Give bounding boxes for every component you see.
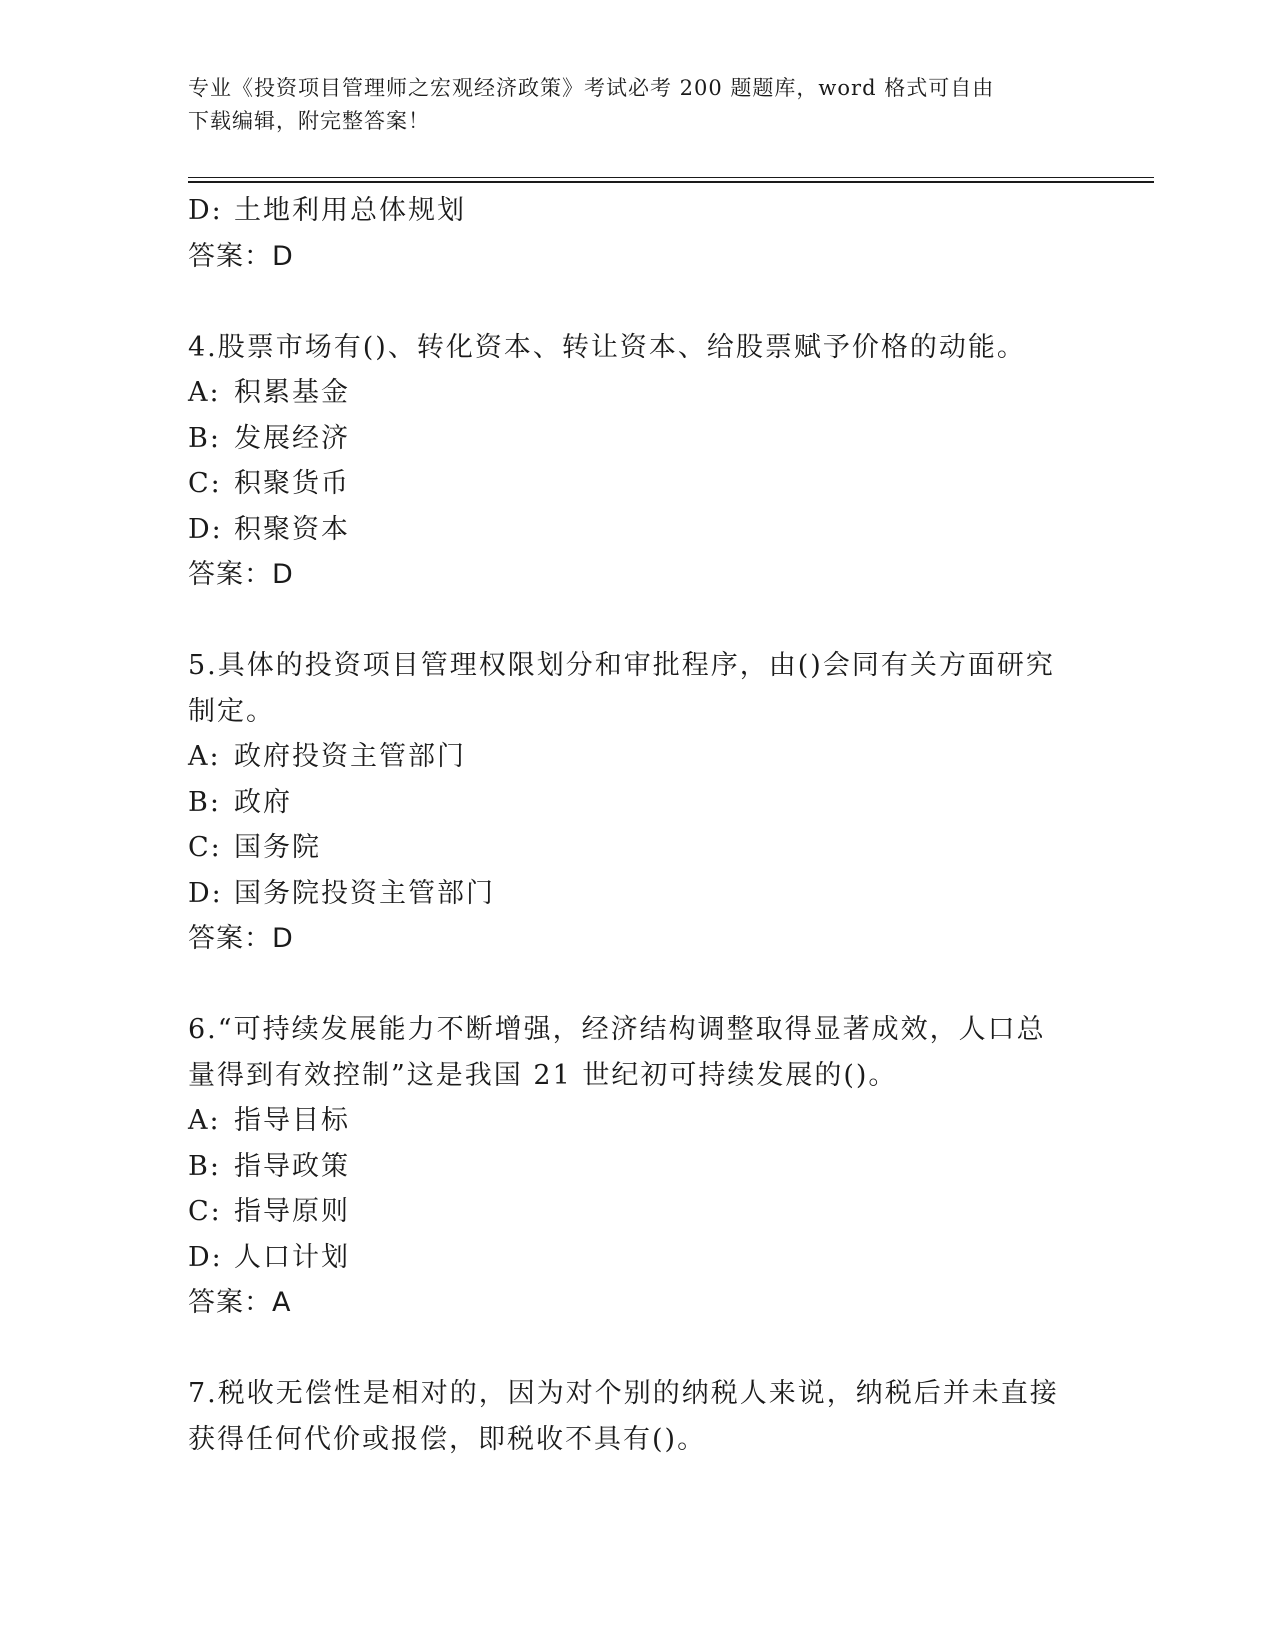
option-b	[188, 1144, 1068, 1190]
option-text: 政府投资主管部门	[234, 741, 466, 772]
option-b	[188, 780, 1068, 826]
option-letter: D:	[188, 195, 223, 226]
option-d	[188, 188, 1068, 234]
option-letter: B:	[188, 786, 221, 818]
option-text: 积聚货币	[234, 468, 350, 499]
option-text: 发展经济	[234, 422, 350, 454]
spacer	[188, 962, 1068, 1008]
option-d	[188, 871, 1068, 917]
option-text: 积累基金	[234, 377, 350, 408]
spacer	[188, 279, 1068, 325]
header-divider-thin	[188, 177, 1154, 178]
option-letter: C:	[188, 832, 222, 863]
option-text: 人口计划	[234, 1241, 350, 1273]
answer-line: 答案：D	[188, 559, 294, 590]
question-stem-6-line-1: 6.“可持续发展能力不断增强，经济结构调整取得显著成效，人口总	[188, 1014, 1046, 1045]
option-text: 指导原则	[234, 1196, 350, 1227]
answer-line: 答案：D	[188, 923, 294, 954]
option-letter: B:	[188, 422, 221, 454]
option-a	[188, 1098, 1068, 1144]
option-text: 政府	[234, 786, 292, 818]
option-text: 国务院	[234, 832, 321, 863]
option-a	[188, 370, 1068, 416]
question-stem-5-line-2: 制定。	[188, 695, 275, 727]
option-letter: A:	[188, 377, 221, 408]
option-c	[188, 461, 1068, 507]
option-text: 国务院投资主管部门	[234, 877, 495, 909]
question-stem-5-line-1: 5.具体的投资项目管理权限划分和审批程序，由()会同有关方面研究	[188, 650, 1055, 681]
option-letter: B:	[188, 1150, 221, 1182]
option-b	[188, 416, 1068, 462]
spacer	[188, 1326, 1068, 1372]
answer-line: 答案：A	[188, 1287, 292, 1318]
option-c	[188, 825, 1068, 871]
option-text: 指导政策	[234, 1150, 350, 1182]
answer-line: 答案：D	[188, 240, 294, 272]
header-line-2: 下载编辑，附完整答案！	[188, 109, 430, 133]
option-d	[188, 1235, 1068, 1281]
option-letter: D:	[188, 1241, 223, 1273]
header-line-1: 专业《投资项目管理师之宏观经济政策》考试必考 200 题题库，word 格式可自由	[188, 76, 995, 100]
option-d	[188, 507, 1068, 553]
option-text: 土地利用总体规划	[234, 195, 466, 226]
option-text: 积聚资本	[234, 513, 350, 545]
option-letter: C:	[188, 468, 222, 499]
option-c	[188, 1189, 1068, 1235]
option-letter: A:	[188, 1105, 221, 1136]
question-stem-6-line-2: 量得到有效控制”这是我国 21 世纪初可持续发展的()。	[188, 1059, 898, 1091]
question-list	[188, 188, 1068, 1462]
option-letter: C:	[188, 1196, 222, 1227]
spacer	[188, 598, 1068, 644]
option-a	[188, 734, 1068, 780]
question-stem-7-line-2: 获得任何代价或报偿，即税收不具有()。	[188, 1423, 707, 1455]
question-stem-4: 4.股票市场有()、转化资本、转让资本、给股票赋予价格的动能。	[188, 331, 1026, 363]
document-header	[188, 72, 1068, 138]
option-letter: A:	[188, 741, 221, 772]
option-letter: D:	[188, 877, 223, 909]
header-divider-thick	[188, 181, 1154, 183]
question-stem-7-line-1: 7.税收无偿性是相对的，因为对个别的纳税人来说，纳税后并未直接	[188, 1378, 1059, 1409]
option-letter: D:	[188, 513, 223, 545]
option-text: 指导目标	[234, 1105, 350, 1136]
